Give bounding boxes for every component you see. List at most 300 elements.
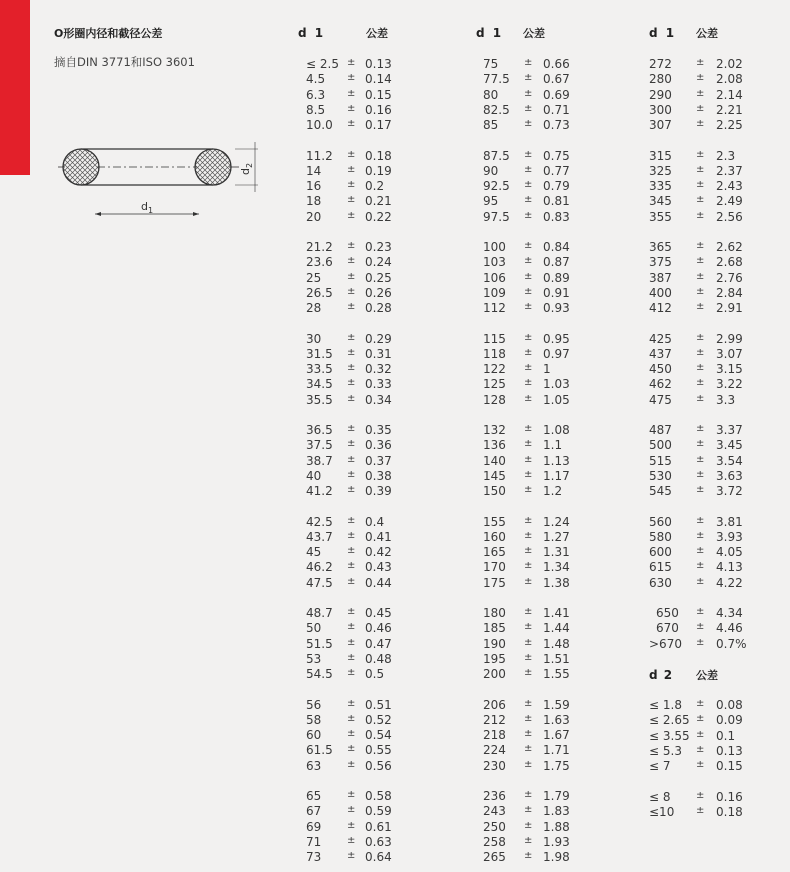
d-value: ≤ 1.8: [649, 698, 682, 712]
o-ring-cross-section-right: [195, 149, 231, 185]
table-row: [649, 469, 779, 484]
d-value: 38.7: [306, 453, 333, 468]
tolerance-value: 0.81: [543, 194, 570, 209]
table-row: [476, 393, 606, 408]
tolerance-value: 0.17: [365, 118, 392, 133]
tolerance-value: 0.77: [543, 163, 570, 178]
plus-minus-symbol: ±: [696, 453, 705, 465]
plus-minus-symbol: ±: [347, 423, 356, 434]
table-row: [476, 72, 606, 87]
d-value: 375: [649, 255, 672, 270]
col1-header-d1: d 1: [298, 26, 326, 40]
d-value: 11.2: [306, 148, 333, 163]
plus-minus-symbol: ±: [347, 621, 356, 633]
table-row: [649, 545, 779, 560]
tolerance-value: 2.91: [716, 301, 743, 316]
plus-minus-symbol: ±: [524, 712, 533, 724]
d-value: 412: [649, 301, 672, 316]
table-row: [476, 362, 606, 377]
table-row: [476, 759, 606, 774]
table-row: [476, 301, 606, 316]
plus-minus-symbol: ±: [696, 713, 705, 725]
table-row: [649, 210, 779, 225]
table-row: [298, 362, 428, 377]
plus-minus-symbol: ±: [524, 834, 533, 846]
tolerance-value: 1.03: [543, 377, 570, 392]
table-row: [298, 72, 428, 87]
row-group: [298, 698, 428, 774]
plus-minus-symbol: ±: [347, 362, 356, 374]
plus-minus-symbol: ±: [347, 834, 356, 846]
d-value: 132: [483, 423, 506, 437]
table-row: [476, 118, 606, 133]
d-value: 34.5: [306, 377, 333, 392]
row-group: [298, 515, 428, 591]
plus-minus-symbol: ±: [524, 667, 533, 679]
tolerance-value: 0.37: [365, 453, 392, 468]
page-title: O形圈内径和截径公差: [54, 27, 163, 40]
d-value: 45: [306, 545, 322, 560]
tolerance-value: 0.23: [365, 240, 392, 254]
d-value: 230: [483, 758, 506, 773]
d-value: 16: [306, 179, 322, 194]
plus-minus-symbol: ±: [696, 57, 705, 68]
table-row: [649, 744, 779, 759]
tolerance-value: 1.93: [543, 834, 570, 849]
tolerance-value: 0.26: [365, 285, 392, 300]
plus-minus-symbol: ±: [347, 545, 356, 557]
d-value: 145: [483, 468, 506, 483]
tolerance-value: 0.35: [365, 423, 392, 437]
tolerance-value: 0.15: [716, 759, 743, 774]
plus-minus-symbol: ±: [524, 575, 533, 587]
d-value: 345: [649, 194, 672, 209]
d-value: 80: [483, 87, 499, 102]
d-value: 560: [649, 514, 672, 529]
table-row: [649, 729, 779, 744]
row-group: [476, 606, 606, 682]
d-value: 224: [483, 743, 506, 758]
table-row: [476, 637, 606, 652]
d-value: 250: [483, 819, 506, 834]
tolerance-value: 1.38: [543, 575, 570, 590]
col3-header-d1: d 1: [649, 26, 677, 40]
d-value: 185: [483, 621, 506, 636]
plus-minus-symbol: ±: [524, 72, 533, 84]
col2-header-d1: d 1: [476, 26, 504, 40]
plus-minus-symbol: ±: [347, 301, 356, 313]
plus-minus-symbol: ±: [347, 850, 356, 862]
d-value: 530: [649, 468, 672, 483]
table-row: [298, 759, 428, 774]
d-value: 23.6: [306, 255, 333, 270]
d-value: 218: [483, 728, 506, 743]
d-value: 122: [483, 362, 506, 377]
table-row: [476, 820, 606, 835]
tolerance-value: 0.29: [365, 331, 392, 346]
d-value: 77.5: [483, 72, 510, 87]
table-row: [298, 271, 428, 286]
table-row: [476, 530, 606, 545]
d2-row-group: [649, 698, 779, 774]
d-value: 155: [483, 514, 506, 529]
table-row: [476, 728, 606, 743]
d-value: 26.5: [306, 285, 333, 300]
d-value: 180: [483, 606, 506, 620]
table-row: [476, 255, 606, 270]
d-value: 63: [306, 758, 322, 773]
plus-minus-symbol: ±: [347, 255, 356, 267]
table-row: [476, 454, 606, 469]
plus-minus-symbol: ±: [347, 163, 356, 175]
plus-minus-symbol: ±: [696, 163, 705, 175]
d-value: 545: [649, 484, 672, 499]
plus-minus-symbol: ±: [347, 712, 356, 724]
tolerance-value: 0.67: [543, 72, 570, 87]
tolerance-value: 0.15: [365, 87, 392, 102]
d-value: 95: [483, 194, 499, 209]
d-value: 73: [306, 850, 322, 865]
d-value: 103: [483, 255, 506, 270]
table-row: [298, 621, 428, 636]
tolerance-value: 0.33: [365, 377, 392, 392]
d-value: 65: [306, 789, 322, 803]
table-row: [298, 347, 428, 362]
table-row: [649, 560, 779, 575]
tolerance-value: 0.18: [716, 805, 743, 820]
tolerance-value: 2.3: [716, 148, 736, 163]
plus-minus-symbol: ±: [524, 148, 533, 160]
table-row: [476, 576, 606, 591]
d-value: 212: [483, 712, 506, 727]
d2-row-group: [649, 790, 779, 821]
tolerance-value: 0.4: [365, 514, 385, 529]
plus-minus-symbol: ±: [524, 240, 533, 251]
tolerance-value: 0.97: [543, 346, 570, 361]
table-row: [298, 57, 428, 72]
table-row: [476, 286, 606, 301]
tolerance-value: 0.22: [365, 209, 392, 224]
d-value: 315: [649, 148, 672, 163]
table-row: [649, 118, 779, 133]
row-group: [476, 515, 606, 591]
table-row: [476, 271, 606, 286]
tolerance-value: 0.32: [365, 362, 392, 377]
d2-header-tolerance: 公差: [696, 669, 718, 682]
tolerance-value: 1.08: [543, 423, 570, 437]
table-row: [649, 438, 779, 453]
table-row: [649, 194, 779, 209]
plus-minus-symbol: ±: [696, 301, 705, 313]
plus-minus-symbol: ±: [696, 270, 705, 282]
row-group: [649, 57, 779, 133]
d1-dimension-label: $d_1$: [141, 200, 154, 215]
plus-minus-symbol: ±: [696, 698, 705, 709]
tolerance-value: 0.41: [365, 529, 392, 544]
table-row: [649, 377, 779, 392]
table-row: [298, 545, 428, 560]
plus-minus-symbol: ±: [347, 636, 356, 648]
tolerance-value: 3.37: [716, 423, 743, 437]
table-row: [476, 515, 606, 530]
plus-minus-symbol: ±: [696, 102, 705, 114]
tolerance-value: 0.7%: [716, 636, 747, 651]
plus-minus-symbol: ±: [347, 270, 356, 282]
d-value: 54.5: [306, 667, 333, 682]
plus-minus-symbol: ±: [696, 728, 705, 740]
d-value: 487: [649, 423, 672, 437]
plus-minus-symbol: ±: [696, 255, 705, 267]
plus-minus-symbol: ±: [696, 148, 705, 160]
table-row: [649, 805, 779, 820]
d-value: 150: [483, 484, 506, 499]
row-group: [476, 423, 606, 499]
table-row: [476, 698, 606, 713]
plus-minus-symbol: ±: [347, 179, 356, 191]
page-subtitle: 摘自DIN 3771和ISO 3601: [54, 55, 195, 69]
table-row: [298, 652, 428, 667]
plus-minus-symbol: ±: [696, 118, 705, 130]
tolerance-value: 4.13: [716, 560, 743, 575]
tolerance-value: 3.81: [716, 514, 743, 529]
d-value: 6.3: [306, 87, 326, 102]
d-value: 615: [649, 560, 672, 575]
plus-minus-symbol: ±: [524, 362, 533, 374]
d2-header-label: d 2: [649, 668, 674, 682]
d-value: 109: [483, 285, 506, 300]
table-row: [649, 515, 779, 530]
plus-minus-symbol: ±: [696, 285, 705, 297]
tolerance-value: 0.91: [543, 285, 570, 300]
plus-minus-symbol: ±: [696, 362, 705, 374]
plus-minus-symbol: ±: [524, 728, 533, 740]
plus-minus-symbol: ±: [347, 697, 356, 709]
plus-minus-symbol: ±: [524, 163, 533, 175]
tolerance-value: 1.1: [543, 438, 563, 453]
tolerance-value: 1.51: [543, 651, 570, 666]
table-row: [476, 164, 606, 179]
plus-minus-symbol: ±: [347, 667, 356, 679]
table-row: [649, 271, 779, 286]
d-value: 670: [656, 621, 679, 636]
table-row: [649, 713, 779, 728]
row-group: [476, 57, 606, 133]
d-value: 4.5: [306, 72, 326, 87]
table-row: [298, 469, 428, 484]
plus-minus-symbol: ±: [696, 621, 705, 633]
tolerance-value: 1.79: [543, 789, 570, 803]
plus-minus-symbol: ±: [696, 560, 705, 572]
table-row: [649, 179, 779, 194]
table-row: [298, 377, 428, 392]
d-value: 75: [483, 57, 499, 71]
tolerance-value: 1.88: [543, 819, 570, 834]
tolerance-value: 4.22: [716, 575, 743, 590]
tolerance-value: 0.5: [365, 667, 385, 682]
table-row: [476, 438, 606, 453]
tolerance-value: 0.89: [543, 270, 570, 285]
d-value: 387: [649, 270, 672, 285]
table-row: [298, 103, 428, 118]
plus-minus-symbol: ±: [696, 179, 705, 191]
d-value: 69: [306, 819, 322, 834]
d-value: 115: [483, 331, 506, 346]
table-row: [298, 301, 428, 316]
tolerance-value: 2.84: [716, 285, 743, 300]
plus-minus-symbol: ±: [347, 194, 356, 206]
plus-minus-symbol: ±: [696, 790, 705, 801]
d-value: 200: [483, 667, 506, 682]
tolerance-value: 0.1: [716, 728, 736, 743]
d-value: 190: [483, 636, 506, 651]
plus-minus-symbol: ±: [524, 560, 533, 572]
tolerance-value: 0.71: [543, 102, 570, 117]
plus-minus-symbol: ±: [347, 438, 356, 450]
row-group: [649, 515, 779, 591]
tolerance-value: 0.45: [365, 606, 392, 620]
plus-minus-symbol: ±: [524, 438, 533, 450]
tolerance-value: 2.37: [716, 163, 743, 178]
plus-minus-symbol: ±: [524, 285, 533, 297]
tolerance-value: 0.66: [543, 57, 570, 71]
tolerance-value: 2.21: [716, 102, 743, 117]
d-value: 335: [649, 179, 672, 194]
d-value: 170: [483, 560, 506, 575]
d-value: 21.2: [306, 240, 333, 254]
d-value: >670: [649, 636, 682, 651]
tolerance-value: 3.72: [716, 484, 743, 499]
d-value: 290: [649, 87, 672, 102]
d-value: 580: [649, 529, 672, 544]
plus-minus-symbol: ±: [524, 636, 533, 648]
tolerance-value: 0.61: [365, 819, 392, 834]
plus-minus-symbol: ±: [347, 377, 356, 389]
tolerance-value: 0.93: [543, 301, 570, 316]
table-row: [649, 454, 779, 469]
plus-minus-symbol: ±: [347, 484, 356, 496]
tolerance-value: 0.16: [716, 790, 743, 804]
plus-minus-symbol: ±: [347, 392, 356, 404]
d-value: 28: [306, 301, 322, 316]
table-row: [298, 149, 428, 164]
d-value: 53: [306, 651, 322, 666]
row-group: [476, 698, 606, 774]
plus-minus-symbol: ±: [524, 514, 533, 526]
tolerance-value: 2.99: [716, 331, 743, 346]
tolerance-value: 0.2: [365, 179, 385, 194]
d-value: 112: [483, 301, 506, 316]
d-value: 236: [483, 789, 506, 803]
table-row: [476, 804, 606, 819]
table-row: [298, 804, 428, 819]
tolerance-value: 0.14: [365, 72, 392, 87]
table-row: [298, 484, 428, 499]
tolerance-value: 1.83: [543, 804, 570, 819]
row-group: [476, 240, 606, 316]
d-value: ≤ 2.5: [306, 57, 339, 71]
plus-minus-symbol: ±: [347, 118, 356, 130]
tolerance-value: 0.51: [365, 697, 392, 712]
tolerance-value: 0.08: [716, 698, 743, 712]
table-row: [476, 347, 606, 362]
d-value: 40: [306, 468, 322, 483]
d-value: 100: [483, 240, 506, 254]
tolerance-value: 0.52: [365, 712, 392, 727]
table-row: [649, 423, 779, 438]
table-row: [476, 789, 606, 804]
d-value: 118: [483, 346, 506, 361]
d-value: 106: [483, 270, 506, 285]
tolerance-value: 1.48: [543, 636, 570, 651]
row-group: [476, 149, 606, 225]
table-row: [649, 393, 779, 408]
table-row: [298, 88, 428, 103]
table-row: [649, 240, 779, 255]
plus-minus-symbol: ±: [696, 72, 705, 84]
d-value: 41.2: [306, 484, 333, 499]
d-value: 61.5: [306, 743, 333, 758]
table-row: [476, 377, 606, 392]
plus-minus-symbol: ±: [696, 346, 705, 358]
tolerance-value: 0.46: [365, 621, 392, 636]
plus-minus-symbol: ±: [696, 331, 705, 343]
table-row: [649, 347, 779, 362]
tolerance-value: 3.45: [716, 438, 743, 453]
d-value: 630: [649, 575, 672, 590]
plus-minus-symbol: ±: [696, 545, 705, 557]
d-value: 258: [483, 834, 506, 849]
table-row: [298, 515, 428, 530]
table-row: [476, 332, 606, 347]
table-row: [476, 88, 606, 103]
plus-minus-symbol: ±: [696, 438, 705, 450]
table-row: [298, 393, 428, 408]
table-row: [649, 606, 779, 621]
table-row: [649, 530, 779, 545]
tolerance-value: 0.63: [365, 834, 392, 849]
tolerance-value: 0.13: [365, 57, 392, 71]
tolerance-value: 0.25: [365, 270, 392, 285]
tolerance-value: 0.79: [543, 179, 570, 194]
plus-minus-symbol: ±: [347, 606, 356, 617]
table-row: [476, 560, 606, 575]
tolerance-value: 0.16: [365, 102, 392, 117]
table-row: [649, 637, 779, 652]
d-value: 51.5: [306, 636, 333, 651]
plus-minus-symbol: ±: [347, 453, 356, 465]
tolerance-value: 3.93: [716, 529, 743, 544]
d-value: 35.5: [306, 392, 333, 407]
table-row: [298, 210, 428, 225]
table-row: [298, 789, 428, 804]
plus-minus-symbol: ±: [524, 819, 533, 831]
plus-minus-symbol: ±: [347, 529, 356, 541]
table-row: [298, 743, 428, 758]
plus-minus-symbol: ±: [524, 529, 533, 541]
d-value: 92.5: [483, 179, 510, 194]
tolerance-value: 0.69: [543, 87, 570, 102]
plus-minus-symbol: ±: [696, 805, 705, 817]
d-value: 67: [306, 804, 322, 819]
o-ring-cross-section-left: [63, 149, 99, 185]
tolerance-value: 0.47: [365, 636, 392, 651]
d-value: 33.5: [306, 362, 333, 377]
tolerance-value: 1.05: [543, 392, 570, 407]
plus-minus-symbol: ±: [524, 102, 533, 114]
table-row: [298, 606, 428, 621]
plus-minus-symbol: ±: [347, 728, 356, 740]
d-value: 450: [649, 362, 672, 377]
